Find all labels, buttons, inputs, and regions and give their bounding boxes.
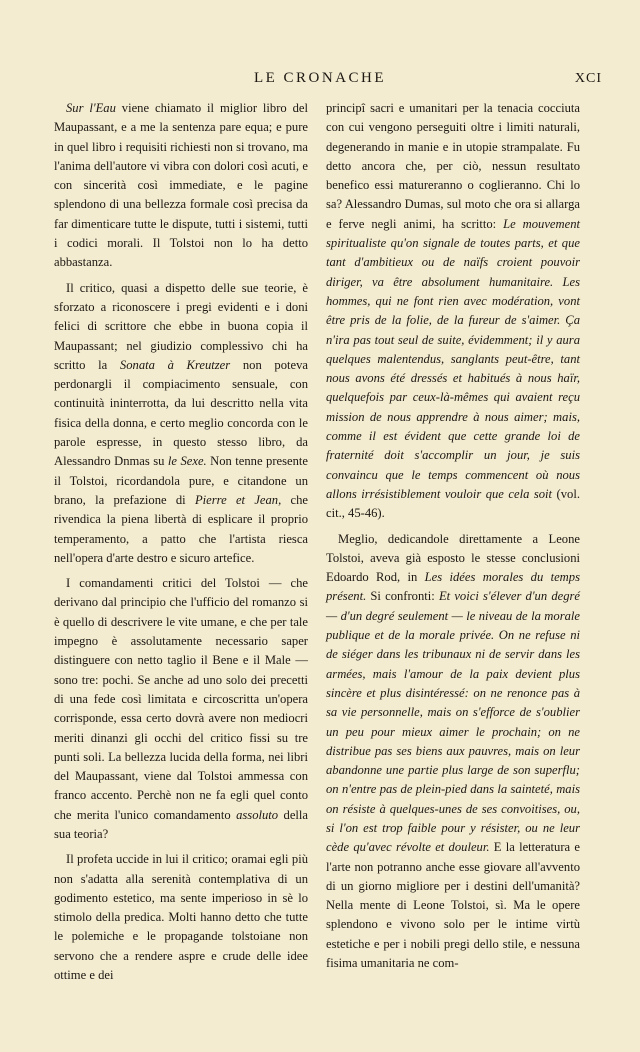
running-title: LE CRONACHE — [253, 70, 387, 86]
text-run: non poteva perdonargli il compiacimento sensuale, con continuità ininterrotta, da lui descritto nella vita fisica della donna, e certo meglio concorda con le parole espresse, in questo stesso libro, da Alessandro Dnmas su — [54, 357, 308, 469]
italic-text: assoluto — [236, 807, 279, 822]
paragraph — [54, 850, 308, 985]
italic-text: Sur l'Eau — [66, 101, 116, 115]
paragraph — [54, 574, 308, 844]
text-run: Si confronti: — [366, 589, 439, 604]
text-run: Il profeta uccide in lui il critico; oramai egli più non s'adatta alla serenità contemplativa di un godimento estetico, ma sente imperioso in sè lo stimolo della predica. Molti hanno detto che tutte le polemiche e le propagande tolstoiane non servono che a rendere aspre e crude delle idee ottime e dei — [54, 852, 308, 983]
italic-text: Et voici s'élever d'un degré — d'un degré seulement — le niveau de la morale publique et de la morale privée. On ne refuse ni de siéger dans les tribunaux ni de servir dans les armées, mais l'amour de la paix devient plus sincère et plus disintéressé: on ne renonce pas à sa vie personnelle, mais on s'efforce de s'oublier un peu pour mieux aimer le prochain; on ne distribue pas ses biens aux pauvres, mais on leur abandonne une partie plus large de son superflu; on n'entre pas de plein-pied dans la sainteté, mais on résiste à quelques-unes de ses convoitises, ou, si l'on est trop faible pour y résister, ou ne leur cède qu'avec révolte et douleur. — [326, 589, 580, 855]
page-number: XCI — [574, 71, 602, 86]
text-run: E la letteratura e l'arte non potranno anche esse giovare all'avvento di un giorno migliore per i destini dell'umanità? Nella mente di Leone Tolstoi, sì. Ma le opere splendono e vivono solo per le intime virtù estetiche e per i nobili pregi dello stile, e nessuna fisima umanitaria ne com- — [326, 840, 580, 971]
text-run: della sua teoria? — [54, 807, 309, 841]
paragraph — [54, 279, 308, 568]
page-header — [0, 70, 640, 94]
paragraph — [54, 99, 308, 273]
paragraph — [326, 99, 580, 524]
left-column — [54, 99, 308, 991]
text-run: viene chiamato il miglior libro del Maupassant, e a me la sentenza pare equa; e pure in quel libro i requisiti richiesti non si trovano, ma l'anima dell'autore vi vibra con dolori così acuti, e con sincerità così immediate, e le pagine splendono di una bellezza formale così precisa da far dimenticare tutte le dispute, tutti i sistemi, tutti i codici morali. Il Tolstoi non lo ha detto abbastanza. — [54, 101, 308, 270]
italic-text: le Sexe. — [167, 454, 207, 469]
text-run: (vol. cit., 45-46). — [326, 486, 580, 521]
italic-text: Les idées morales du temps présent. — [326, 570, 580, 604]
italic-text: Le mouvement spiritualiste qu'on signale de toutes parts, et que tant d'ambitieux ou de naïfs croient pouvoir diriger, va être absolument humanitaire. Les hommes, qui ne font rien avec modération, vont être pris de la folie, de la fureur de s'aimer. Ça n'ira pas tout seul de suite, évidemment; il y aura quelques malentendus, sanglants peut-être, tant nous avons été dressés et habitués à nous haïr, quelquefois par ceux-là-mêmes qui avaient reçu mission de nous apprendre à nous aimer; mais, comme il est évident que cette grande loi de fraternité doit s'accomplir un jour, je suis convaincu que le temps commencent où nous allons irrésistiblement vouloir que cela soit — [326, 216, 580, 501]
text-run: Il critico, quasi a dispetto delle sue teorie, è sforzato a riconoscere i pregi evidenti e i doni felici di scrittore che ebbe in buona copia il Maupassant; nel giudizio complessivo chi ha scritto la — [54, 280, 308, 372]
text-run: principî sacri e umanitari per la tenacia cocciuta con cui vengono perseguiti oltre i limiti naturali, degenerando in manie e in utopie strampalate. Fu detto ancora che, per ciò, nessun resultato benefico essi matureranno o coglieranno. Chi lo sa? Alessandro Dumas, sul moto che ora si allarga e ferve negli animi, ha scritto: — [326, 101, 580, 231]
text-run: Non tenne presente il Tolstoi, ricordandola pure, e citandone un brano, la prefazione di — [54, 454, 308, 507]
text-run: che rivendica la piena libertà di esplicare il proprio temperamento, a patto che l'artista riesca nell'opera d'arte destro e sicuro artefice. — [54, 492, 309, 565]
right-column — [326, 99, 580, 979]
text-run: Meglio, dedicandole direttamente a Leone Tolstoi, aveva già esposto le stesse conclusioni Edoardo Rod, in — [326, 531, 580, 585]
text-run: I comandamenti critici del Tolstoi — che derivano dal principio che l'ufficio del romanzo si è quello di descrivere le vite umane, e che per tale impegno è assolutamente necessario saper distinguere con netto taglio il Bene e il Male — sono tre: pochi. Se anche ad uno solo dei precetti di una fede così limitata e circoscritta un'opera corrisponde, essa certo dovrà avere non mediocri meriti dinanzi gli occhi del critico fissi su tre punti soli. La bellezza lucida della forma, nei libri del Maupassant, viene dal Tolstoi ammessa con franco accento. Perchè non ne fa egli quel conto che merita l'unico comandamento — [54, 576, 308, 822]
italic-text: Sonata à Kreutzer — [119, 357, 231, 372]
paragraph — [326, 530, 580, 974]
italic-text: Pierre et Jean, — [194, 492, 282, 507]
